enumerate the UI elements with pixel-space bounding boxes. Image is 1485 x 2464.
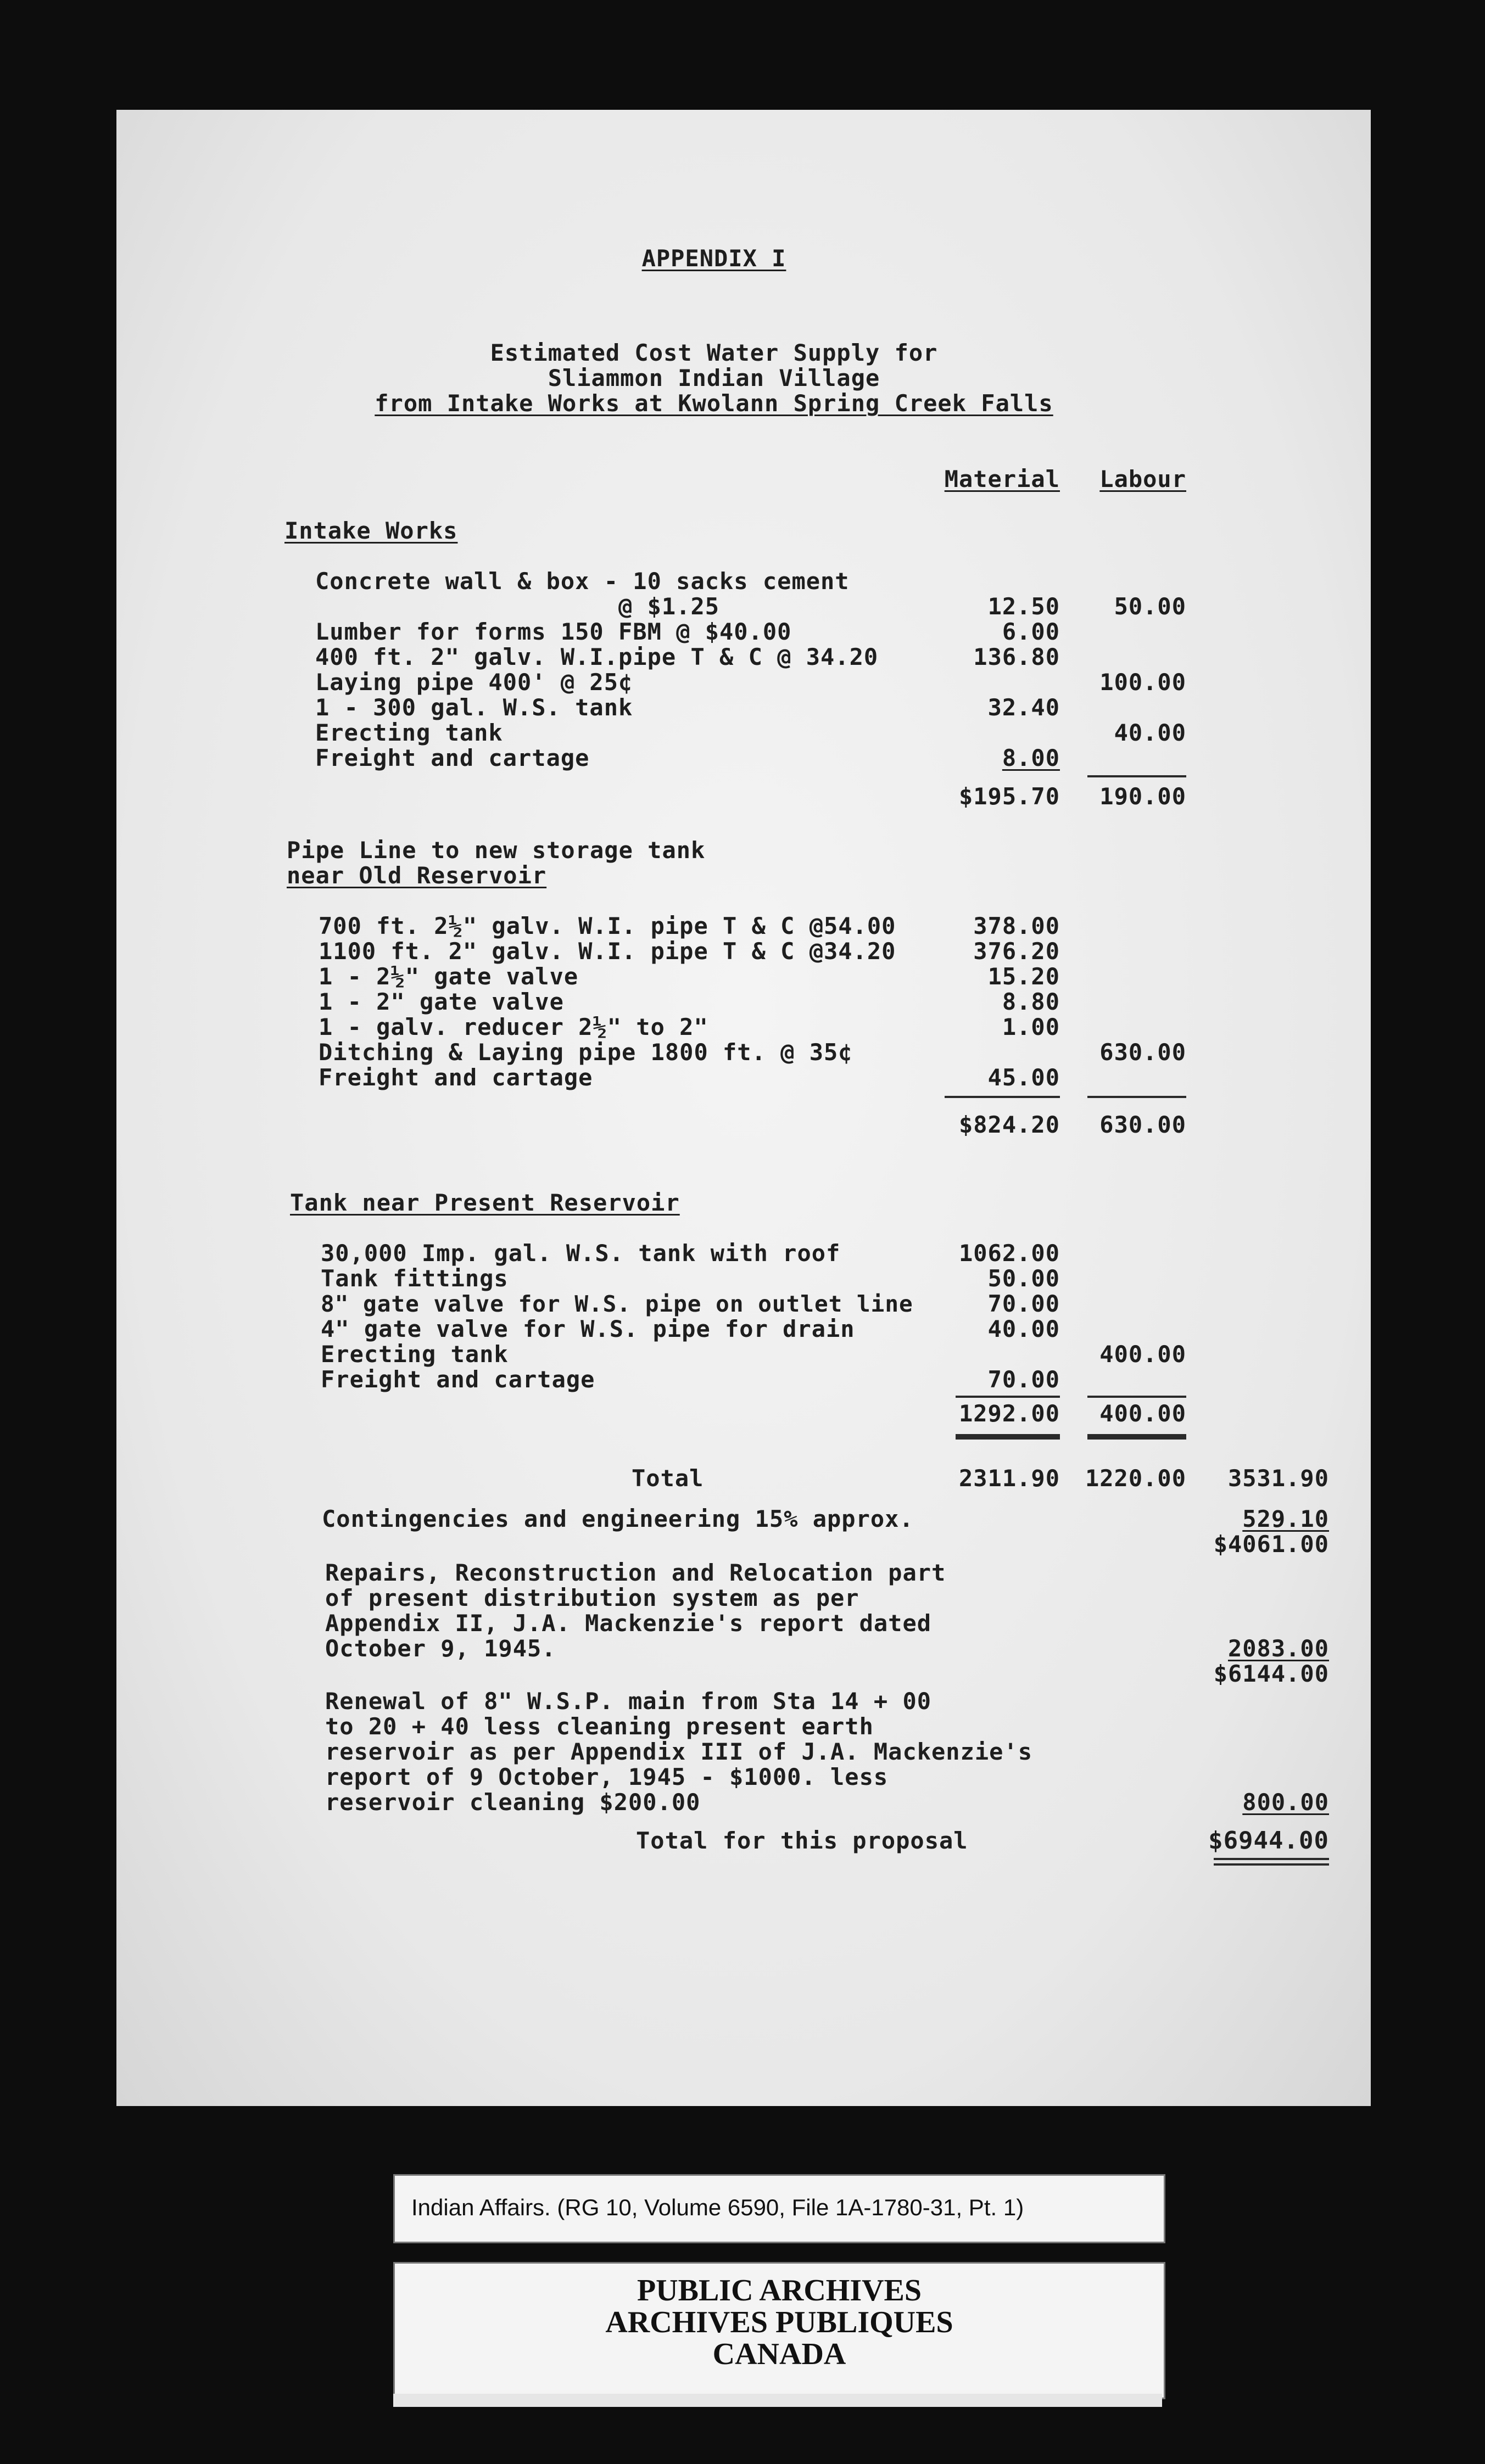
total-labour: 1220.00 [1085, 1465, 1186, 1492]
tank-subtotal-labour: 400.00 [1099, 1400, 1186, 1427]
pipeline-item-desc: 1100 ft. 2" galv. W.I. pipe T & C @34.20 [319, 938, 896, 965]
pipeline-item-material: 376.20 [973, 938, 1060, 965]
intake-item-labour: 50.00 [1114, 593, 1186, 620]
tank-item-material: 70.00 [987, 1290, 1060, 1317]
intake-item-material: 136.80 [973, 643, 1060, 670]
pipeline-item-material: 8.80 [1002, 988, 1060, 1015]
renewal-line: report of 9 October, 1945 - $1000. less [325, 1763, 889, 1790]
intake-item-material: 12.50 [987, 593, 1060, 620]
intake-item-labour: 100.00 [1099, 669, 1186, 696]
repairs-line: October 9, 1945. [325, 1635, 556, 1662]
intake-item-desc: @ $1.25 [315, 593, 720, 620]
pipeline-item-material: 378.00 [973, 912, 1060, 939]
pipeline-item-material: 15.20 [987, 963, 1060, 990]
subtotal-rule [945, 1096, 1060, 1098]
repairs-amount: 2083.00 [1227, 1635, 1329, 1662]
archive-stamp [393, 2262, 1165, 2399]
renewal-amount: 800.00 [1242, 1789, 1329, 1816]
subtotal-rule [1087, 1396, 1186, 1398]
pipeline-item-labour: 630.00 [1099, 1039, 1186, 1066]
tank-item-material: 70.00 [987, 1366, 1060, 1393]
renewal-line: Renewal of 8" W.S.P. main from Sta 14 + 00 [325, 1688, 932, 1715]
intake-item-desc: Freight and cartage [315, 744, 590, 771]
repairs-line: Repairs, Reconstruction and Relocation part [325, 1559, 946, 1586]
renewal-line: reservoir cleaning $200.00 [325, 1789, 701, 1816]
intake-subtotal-labour: 190.00 [1099, 783, 1186, 810]
total-label: Total [632, 1465, 704, 1492]
tank-item-labour: 400.00 [1099, 1341, 1186, 1368]
intake-item-desc: Erecting tank [315, 719, 503, 746]
intake-item-desc: 1 - 300 gal. W.S. tank [315, 694, 633, 721]
pipeline-subtotal-labour: 630.00 [1099, 1111, 1186, 1138]
total-material: 2311.90 [958, 1465, 1060, 1492]
intake-item-desc: 400 ft. 2" galv. W.I.pipe T & C @ 34.20 [315, 643, 879, 670]
archive-reference-label [393, 2174, 1165, 2243]
pipeline-item-desc: Ditching & Laying pipe 1800 ft. @ 35¢ [319, 1039, 853, 1066]
intake-item-desc: Laying pipe 400' @ 25¢ [315, 669, 633, 696]
title-line-1: Estimated Cost Water Supply for [490, 339, 938, 366]
column-header-labour: Labour [1099, 466, 1186, 492]
intake-item-desc: Concrete wall & box - 10 sacks cement [315, 568, 850, 595]
section-heading-pipeline-2: near Old Reservoir [287, 862, 547, 889]
section-heading-pipeline-1: Pipe Line to new storage tank [287, 837, 706, 864]
pipeline-item-desc: 700 ft. 2½" galv. W.I. pipe T & C @54.00 [319, 912, 896, 939]
tank-item-desc: Freight and cartage [321, 1366, 595, 1393]
repairs-line: of present distribution system as per [325, 1584, 859, 1611]
pipeline-item-desc: Freight and cartage [319, 1064, 593, 1091]
pipeline-item-desc: 1 - 2" gate valve [319, 988, 564, 1015]
running-total-2: $6144.00 [1213, 1660, 1329, 1687]
subtotal-rule [956, 1396, 1060, 1398]
double-rule [956, 1434, 1060, 1440]
intake-item-material: 32.40 [987, 694, 1060, 721]
stamp-line-2: ARCHIVES PUBLIQUES [605, 2305, 953, 2339]
subtotal-rule [1087, 775, 1186, 777]
intake-item-desc: Lumber for forms 150 FBM @ $40.00 [315, 618, 792, 645]
intake-item-material: 8.00 [1002, 744, 1060, 771]
pipeline-item-material: 45.00 [987, 1064, 1060, 1091]
tank-item-desc: 4" gate valve for W.S. pipe for drain [321, 1315, 855, 1342]
stamp-line-1: PUBLIC ARCHIVES [637, 2273, 922, 2308]
tank-item-material: 1062.00 [958, 1240, 1060, 1267]
pipeline-item-desc: 1 - galv. reducer 2½" to 2" [319, 1013, 708, 1040]
section-heading-intake: Intake Works [284, 517, 458, 544]
stamp-line-3: CANADA [712, 2337, 846, 2371]
tank-item-desc: Tank fittings [321, 1265, 509, 1292]
grand-total-amount: $6944.00 [1208, 1827, 1329, 1855]
grand-total-rule [1214, 1858, 1329, 1860]
running-total-1: $4061.00 [1213, 1531, 1329, 1558]
repairs-line: Appendix II, J.A. Mackenzie's report dated [325, 1610, 932, 1637]
pipeline-subtotal-material: $824.20 [958, 1111, 1060, 1138]
bottom-strip [393, 2394, 1162, 2407]
tank-item-desc: 8" gate valve for W.S. pipe on outlet line [321, 1291, 913, 1317]
intake-subtotal-material: $195.70 [958, 783, 1060, 810]
subtotal-rule [1087, 1096, 1186, 1098]
pipeline-item-material: 1.00 [1002, 1013, 1060, 1040]
double-rule [1087, 1434, 1186, 1440]
pipeline-item-desc: 1 - 2½" gate valve [319, 963, 579, 990]
intake-item-labour: 40.00 [1114, 719, 1186, 746]
tank-item-material: 40.00 [987, 1315, 1060, 1342]
tank-item-desc: Erecting tank [321, 1341, 509, 1368]
renewal-line: reservoir as per Appendix III of J.A. Mackenzie's [325, 1738, 1033, 1765]
tank-item-desc: 30,000 Imp. gal. W.S. tank with roof [321, 1240, 841, 1267]
total-sum: 3531.90 [1227, 1465, 1329, 1492]
grand-total-label: Total for this proposal [636, 1827, 968, 1854]
intake-item-material: 6.00 [1002, 618, 1060, 645]
renewal-line: to 20 + 40 less cleaning present earth [325, 1713, 874, 1740]
title-line-3: from Intake Works at Kwolann Spring Creek Falls [375, 390, 1053, 417]
grand-total-rule [1214, 1863, 1329, 1866]
contingencies-amount: 529.10 [1242, 1505, 1329, 1532]
column-header-material: Material [944, 466, 1060, 492]
section-heading-tank: Tank near Present Reservoir [290, 1189, 680, 1216]
archive-reference-text: Indian Affairs. (RG 10, Volume 6590, File 1A-1780-31, Pt. 1) [411, 2194, 1024, 2220]
title-line-2: Sliammon Indian Village [548, 365, 880, 391]
tank-subtotal-material: 1292.00 [958, 1400, 1060, 1427]
appendix-heading: APPENDIX I [641, 245, 786, 272]
contingencies-desc: Contingencies and engineering 15% approx. [322, 1505, 914, 1532]
tank-item-material: 50.00 [987, 1265, 1060, 1292]
